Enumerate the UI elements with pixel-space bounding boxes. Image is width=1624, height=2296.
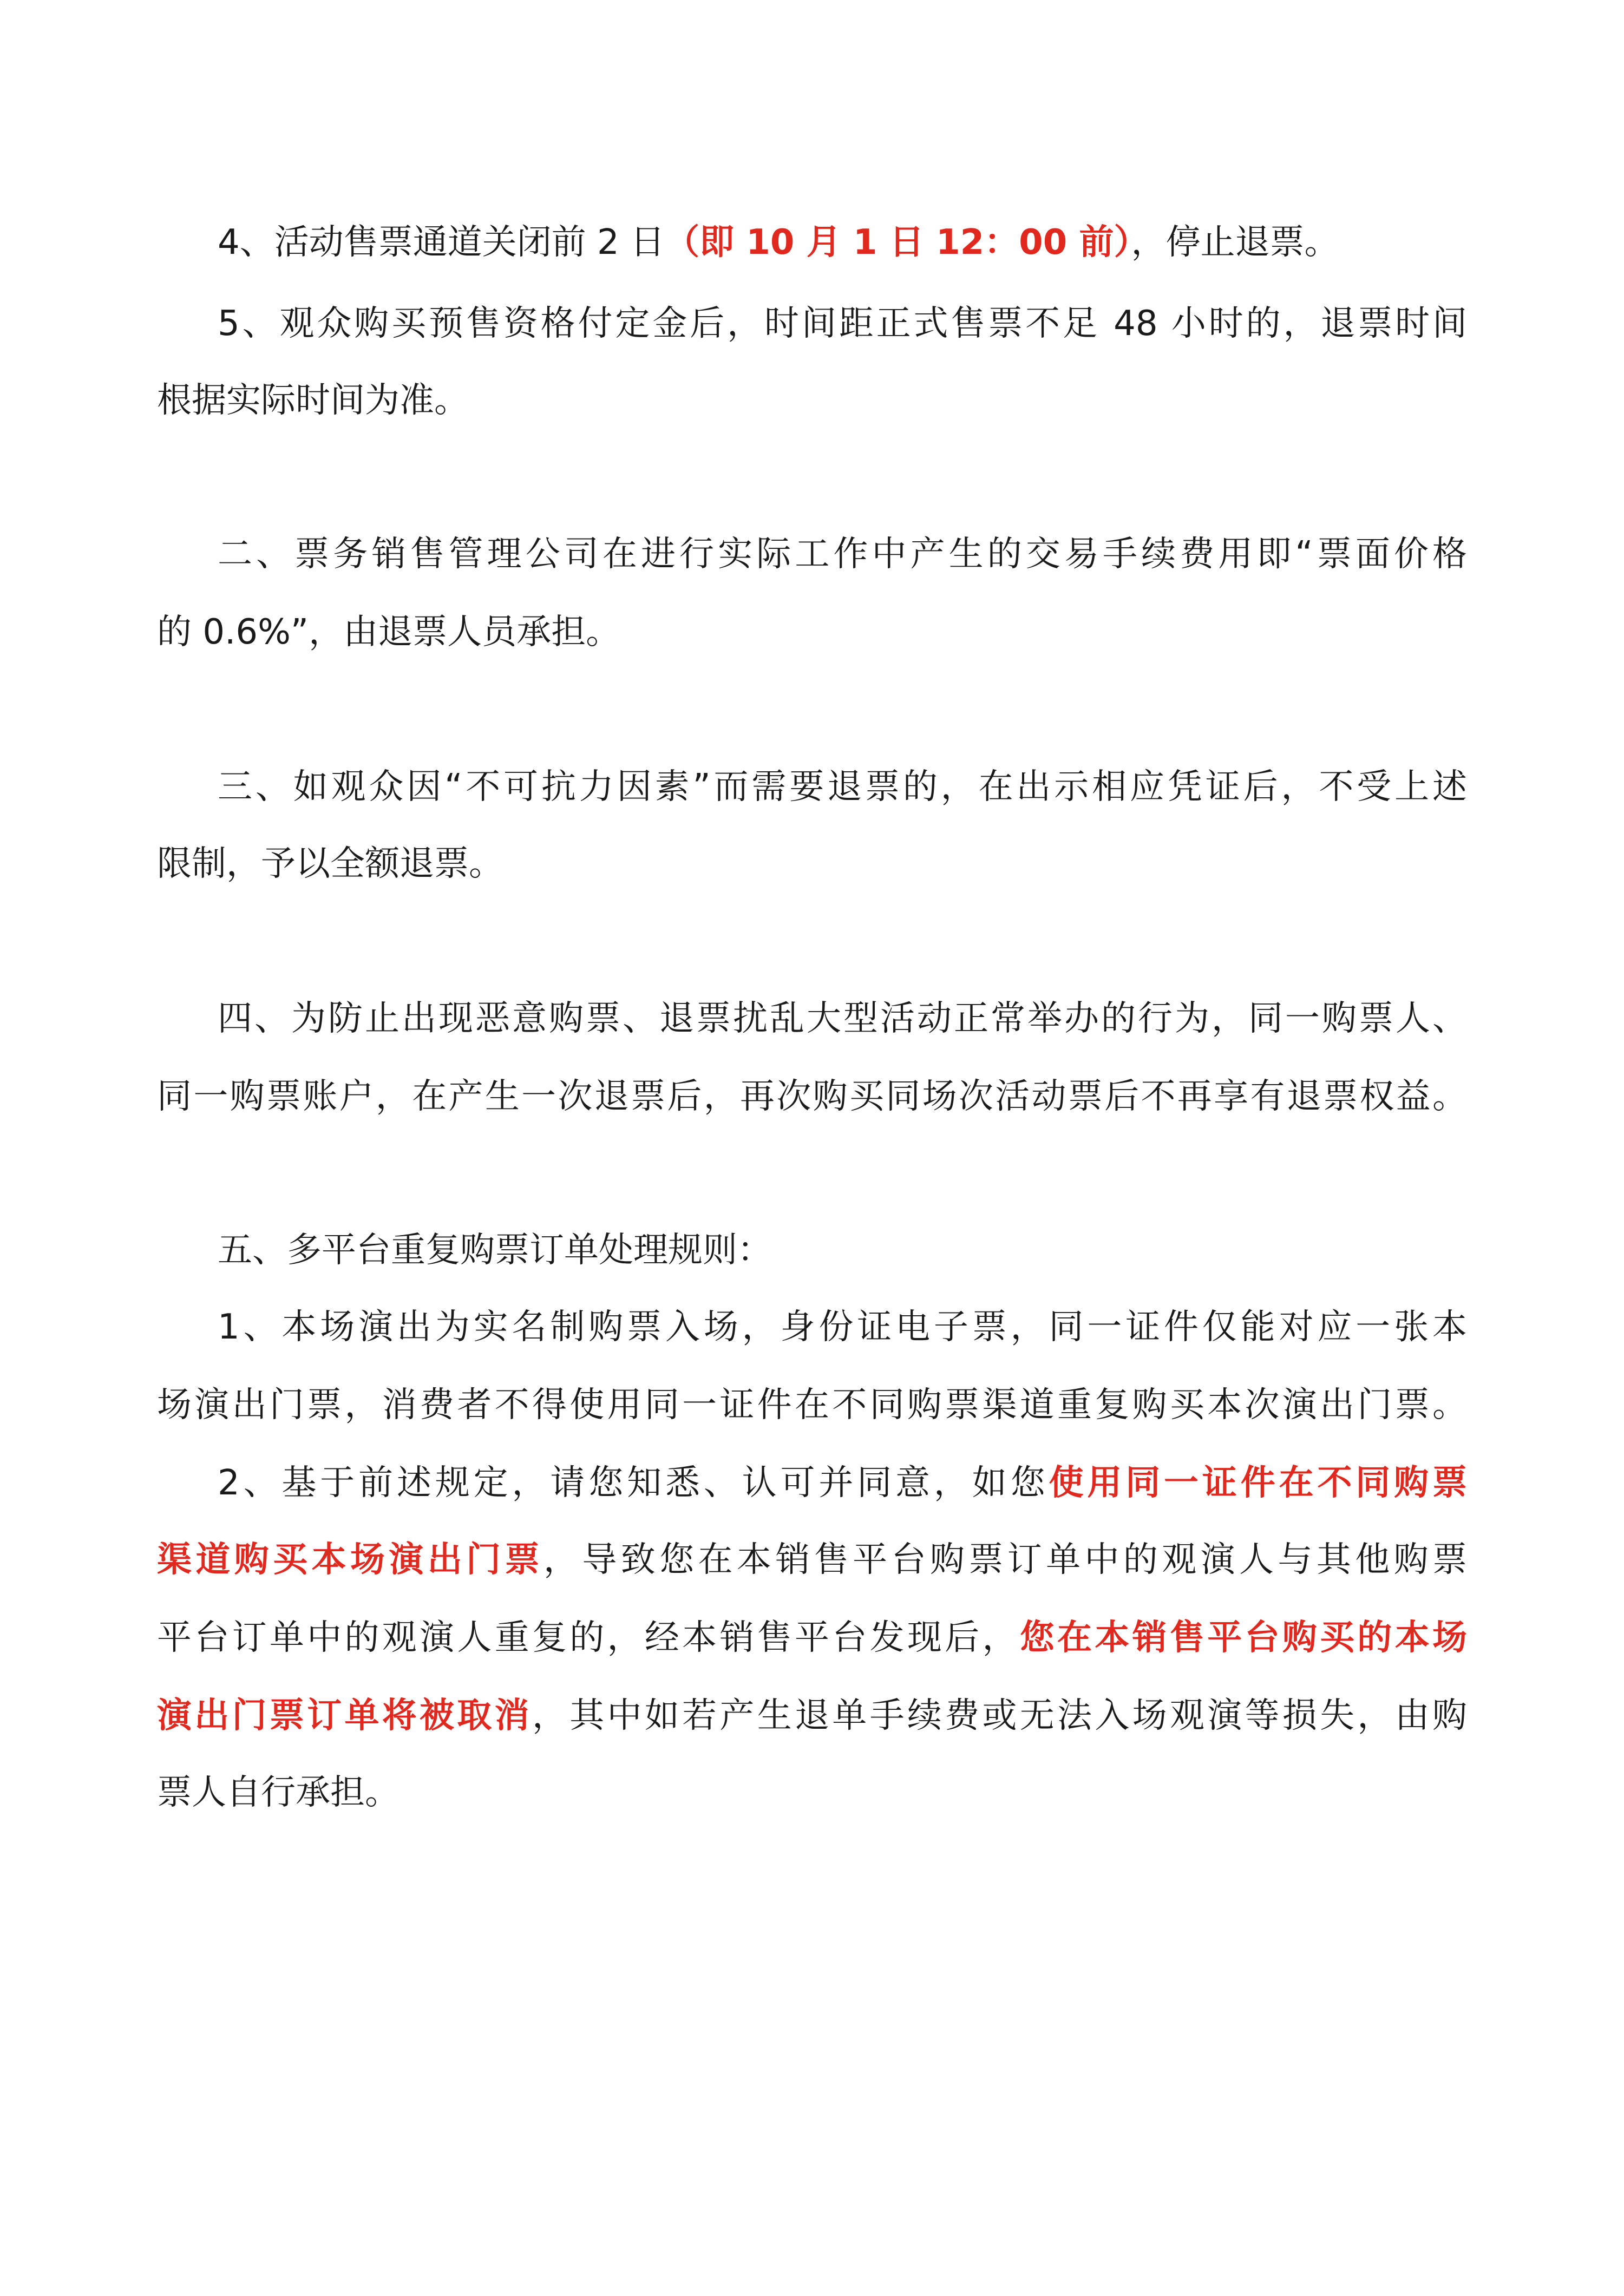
- section-5-item2-line2: [157, 1538, 1467, 1582]
- section-3-line1: 三、如观众因“不可抗力因素”而需要退票的，在出示相应凭证后，不受上述: [218, 767, 1467, 807]
- section-2-line1: 二、票务销售管理公司在进行实际工作中产生的交易手续费用即“票面价格: [218, 534, 1467, 574]
- duplicate-id-highlight-2: 渠道购买本场演出门票: [157, 1540, 543, 1580]
- refund-deadline-highlight: （即 10 月 1 日 12：00 前）: [665, 222, 1131, 263]
- cancellation-highlight-2: 演出门票订单将被取消: [157, 1696, 532, 1736]
- section-5-item2-line5: 票人自行承担。: [157, 1773, 400, 1813]
- section-5-item2-line3: [157, 1616, 1467, 1659]
- section-4-line1: 四、为防止出现恶意购票、退票扰乱大型活动正常举办的行为，同一购票人、: [218, 999, 1467, 1039]
- section-5-item2-line2-text: ，导致您在本销售平台购票订单中的观演人与其他购票: [543, 1540, 1467, 1580]
- section-5-item1-line2: 场演出门票，消费者不得使用同一证件在不同购票渠道重复购买本次演出门票。: [157, 1385, 1467, 1425]
- section-5-heading: 五、多平台重复购票订单处理规则：: [218, 1230, 772, 1270]
- refund-item-4-tail: ，停止退票。: [1131, 222, 1339, 263]
- section-5-item2-line1: [218, 1461, 1467, 1505]
- refund-item-4-text: 4、活动售票通道关闭前 2 日: [218, 222, 665, 263]
- section-5-item2-line4-text: ，其中如若产生退单手续费或无法入场观演等损失，由购: [532, 1696, 1467, 1736]
- section-3-line2: 限制，予以全额退票。: [157, 844, 503, 884]
- refund-item-4: [218, 221, 1339, 264]
- refund-item-5-line1: 5、观众购买预售资格付定金后，时间距正式售票不足 48 小时的，退票时间: [218, 304, 1467, 344]
- section-5-item1-line1: 1、本场演出为实名制购票入场，身份证电子票，同一证件仅能对应一张本: [218, 1307, 1467, 1347]
- duplicate-id-highlight-1: 使用同一证件在不同购票: [1049, 1463, 1467, 1503]
- cancellation-highlight-1: 您在本销售平台购买的本场: [1019, 1618, 1467, 1658]
- section-5-item2-line4: [157, 1694, 1467, 1737]
- section-2-line2: 的 0.6%”，由退票人员承担。: [157, 612, 621, 652]
- section-4-line2: 同一购票账户，在产生一次退票后，再次购买同场次活动票后不再享有退票权益。: [157, 1077, 1467, 1117]
- section-5-item2-line1-text: 2、基于前述规定，请您知悉、认可并同意，如您: [218, 1463, 1049, 1503]
- section-5-item2-line3-text: 平台订单中的观演人重复的，经本销售平台发现后，: [157, 1618, 1020, 1658]
- refund-item-5-line2: 根据实际时间为准。: [157, 381, 469, 421]
